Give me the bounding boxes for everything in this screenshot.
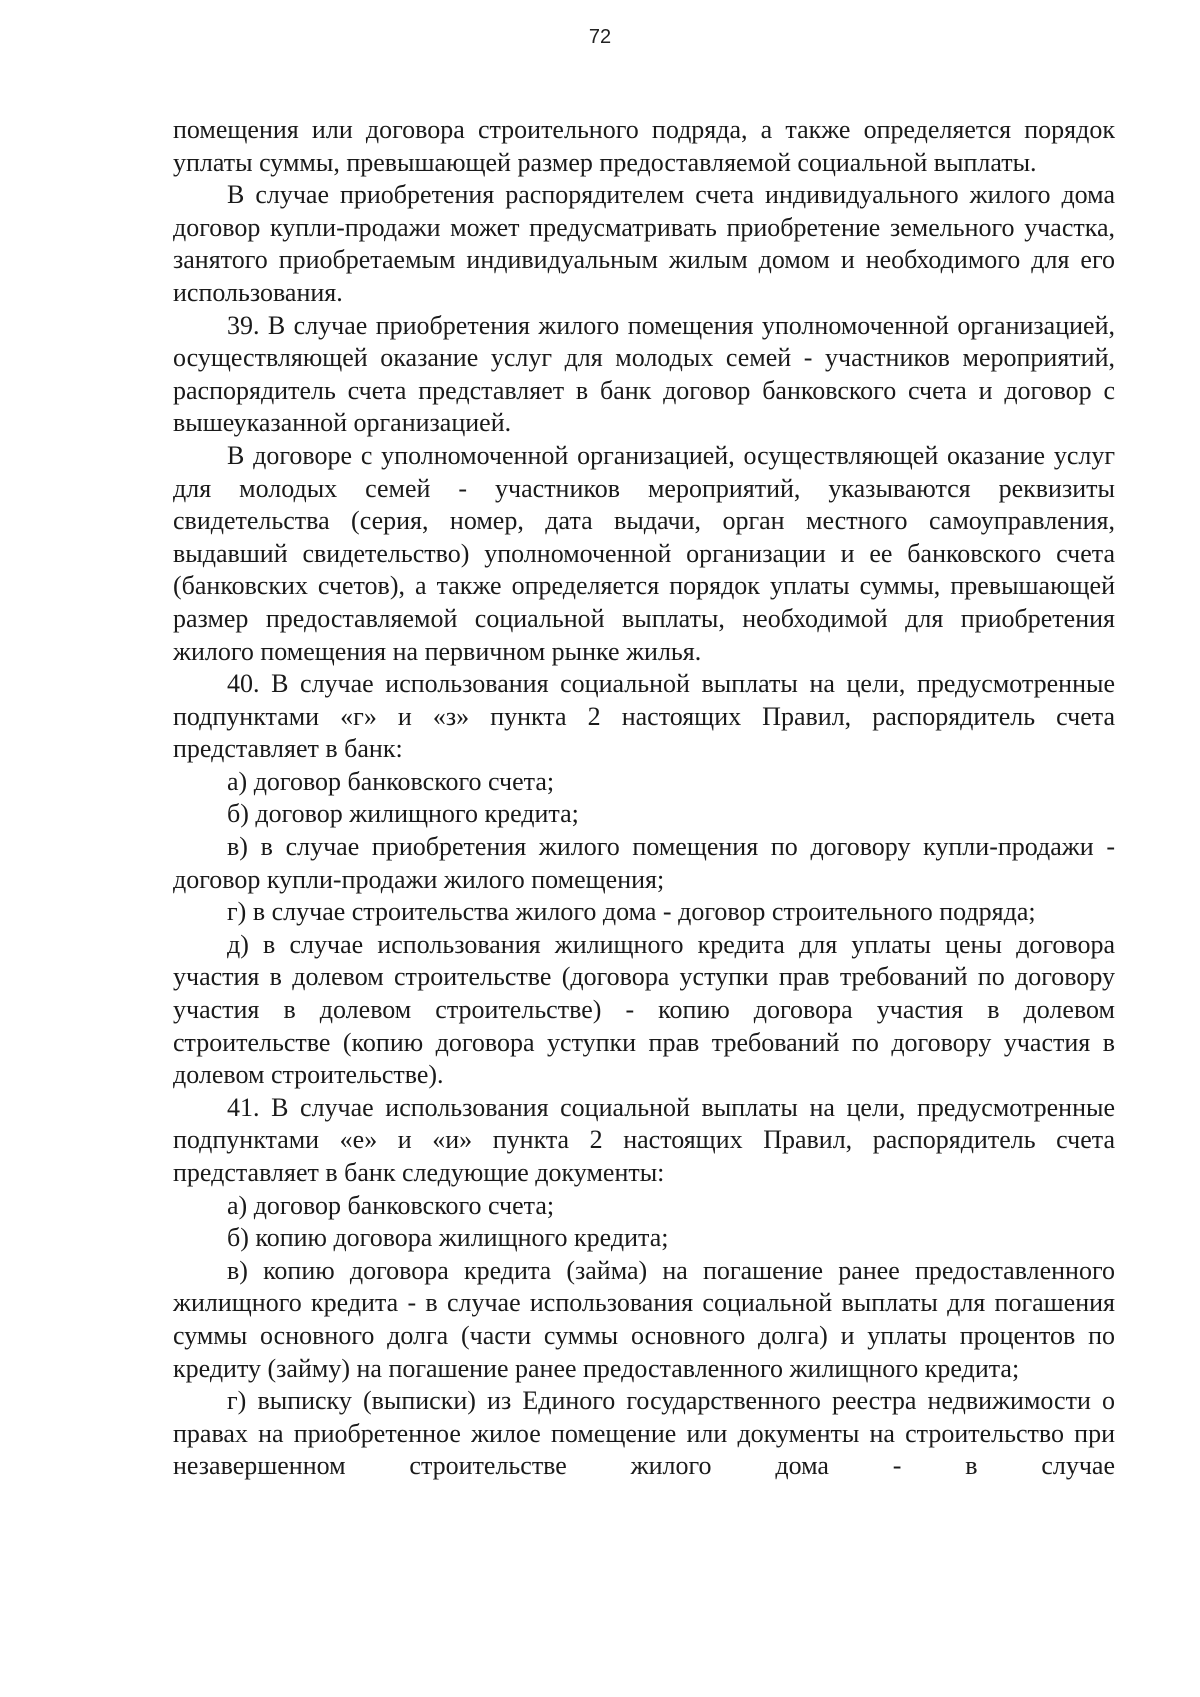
list-item: г) в случае строительства жилого дома - договор строительного подряда;: [227, 897, 1036, 927]
paragraph-item-39: 39. В случае приобретения жилого помещения уполномоченной организацией, осуществляющей оказание услуг для молодых семей - участников мероприятий, распорядитель счета представляет в банк договор банковского счета и договор с вышеуказанной организацией.: [173, 310, 1115, 438]
paragraph: В случае приобретения распорядителем счета индивидуального жилого дома договор купли-продажи может предусматривать приобретение земельного участка, занятого приобретаемым индивидуальным жилым домом и необходимого для его использования.: [173, 180, 1115, 307]
list-item: д) в случае использования жилищного кредита для уплаты цены договора участия в долевом строительстве (договора уступки прав требований по договору участия в долевом строительстве) - копию договора участия в долевом строительстве (копию договора уступки прав требований по договору участия в долевом строительстве).: [173, 929, 1115, 1090]
list-item: б) копию договора жилищного кредита;: [227, 1223, 669, 1253]
paragraph-item-41: 41. В случае использования социальной выплаты на цели, предусмотренные подпунктами «е» и «и» пункта 2 настоящих Правил, распорядитель счета представляет в банк следующие документы:: [173, 1092, 1115, 1187]
paragraph: В договоре с уполномоченной организацией, осуществляющей оказание услуг для молодых семей - участников мероприятий, указываются реквизиты свидетельства (серия, номер, дата выдачи, орган местного самоуправления, выдавший свидетельство) уполномоченной организации и ее банковского счета (банковских счетов), а также определяется порядок уплаты суммы, превышающей размер предоставляемой социальной выплаты, необходимой для приобретения жилого помещения на первичном рынке жилья.: [173, 440, 1115, 666]
paragraph-continuation: помещения или договора строительного подряда, а также определяется порядок уплаты суммы, превышающей размер предоставляемой социальной выплаты.: [173, 115, 1115, 177]
list-item: в) в случае приобретения жилого помещения по договору купли-продажи - договор купли-продажи жилого помещения;: [173, 832, 1115, 894]
page-number: 72: [588, 26, 612, 48]
list-item: в) копию договора кредита (займа) на погашение ранее предоставленного жилищного кредита - в случае использования социальной выплаты для погашения суммы основного долга (части суммы основного долга) и уплаты процентов по кредиту (займу) на погашение ранее предоставленного жилищного кредита;: [173, 1255, 1115, 1383]
document-body: [173, 114, 1115, 1483]
paragraph-item-40: 40. В случае использования социальной выплаты на цели, предусмотренные подпунктами «г» и «з» пункта 2 настоящих Правил, распорядитель счета представляет в банк:: [173, 669, 1115, 764]
list-item: а) договор банковского счета;: [227, 1190, 555, 1220]
list-item: г) выписку (выписки) из Единого государственного реестра недвижимости о правах на приобретенное жилое помещение или документы на строительство при незавершенном строительстве жилого дома - в случае: [173, 1386, 1115, 1481]
list-item: а) договор банковского счета;: [227, 766, 555, 796]
list-item: б) договор жилищного кредита;: [227, 799, 579, 829]
